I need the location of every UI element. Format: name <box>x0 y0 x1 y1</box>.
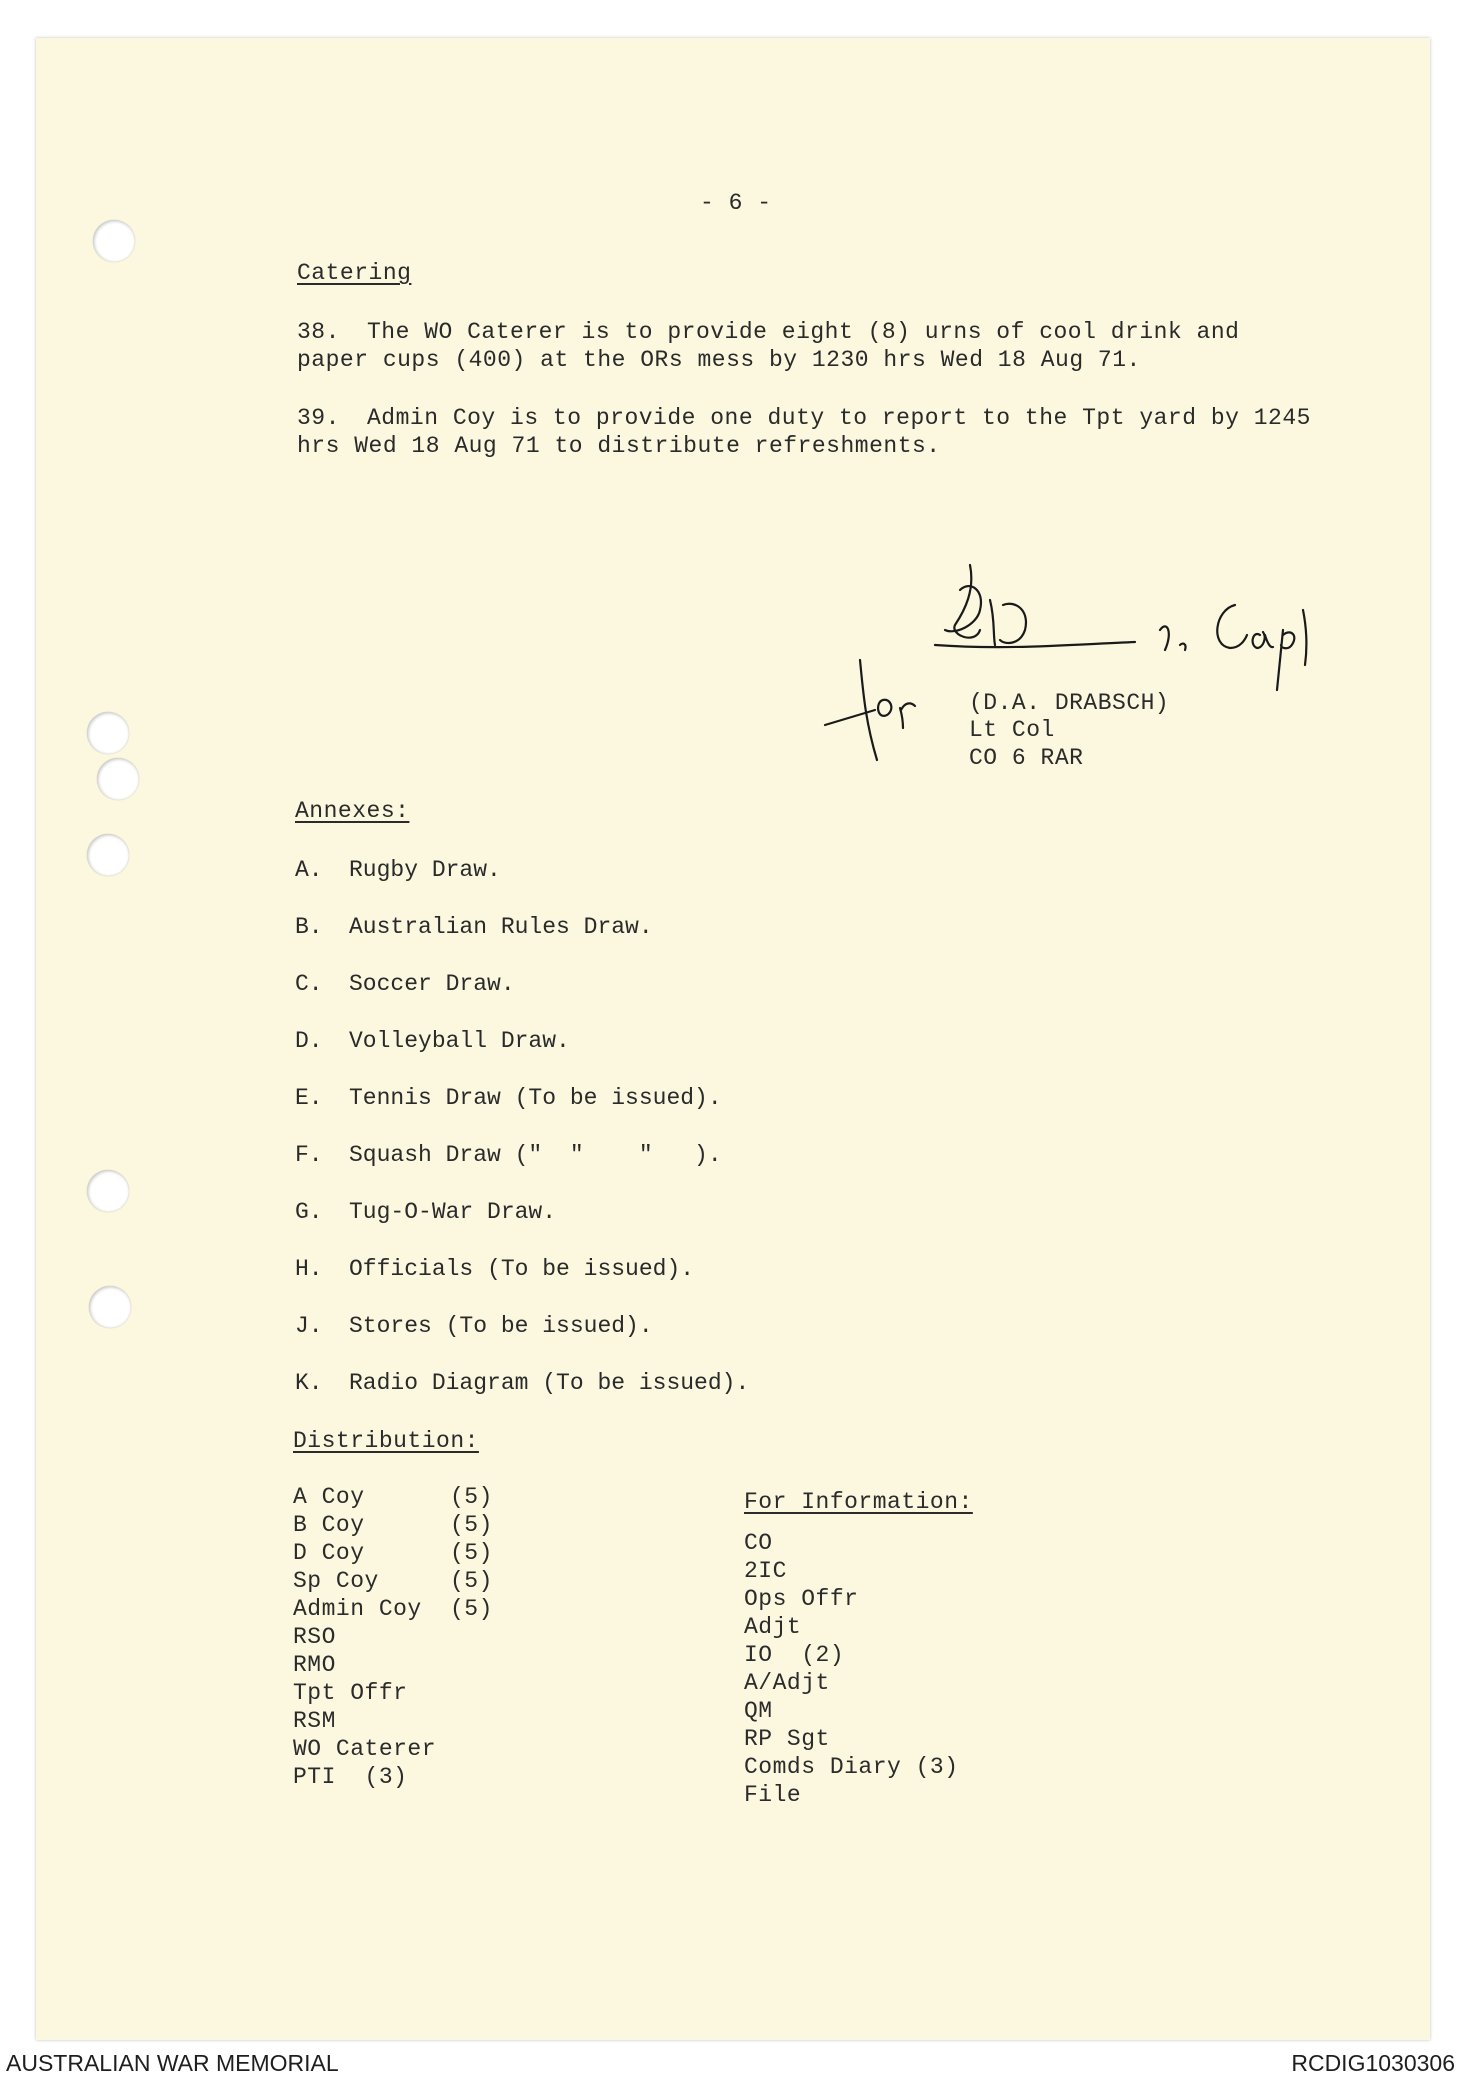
distribution-name: PTI (3) <box>293 1764 408 1790</box>
signatory-rank: Lt Col <box>969 717 1055 743</box>
paragraph-38 <box>297 318 1317 374</box>
section-heading-catering: Catering <box>297 260 412 286</box>
annex-text: Stores (To be issued). <box>349 1313 653 1339</box>
punch-hole <box>87 1170 129 1212</box>
annex-text: Officials (To be issued). <box>349 1256 695 1282</box>
paragraph-number: 38. <box>297 319 340 345</box>
distribution-name: RSM <box>293 1708 336 1734</box>
distribution-name: D Coy <box>293 1540 365 1566</box>
annex-text: Rugby Draw. <box>349 857 501 883</box>
annex-letter: F. <box>295 1142 323 1168</box>
annex-letter: E. <box>295 1085 323 1111</box>
info-item: Ops Offr <box>744 1586 859 1612</box>
section-heading-annexes: Annexes: <box>295 798 410 824</box>
paragraph-number: 39. <box>297 405 340 431</box>
page-number: - 6 - <box>700 190 772 216</box>
distribution-name: Tpt Offr <box>293 1680 408 1706</box>
annex-letter: J. <box>295 1313 323 1339</box>
distribution-name: Sp Coy <box>293 1568 379 1594</box>
distribution-name: B Coy <box>293 1512 365 1538</box>
annex-text: Tug-O-War Draw. <box>349 1199 557 1225</box>
info-item: IO (2) <box>744 1642 845 1668</box>
signatory-appointment: CO 6 RAR <box>969 745 1084 771</box>
distribution-name: RMO <box>293 1652 336 1678</box>
distribution-name: A Coy <box>293 1484 365 1510</box>
annex-text: Squash Draw (" " " ). <box>349 1142 722 1168</box>
annex-letter: B. <box>295 914 323 940</box>
punch-hole <box>93 220 135 262</box>
annex-text: Tennis Draw (To be issued). <box>349 1085 722 1111</box>
punch-hole <box>97 758 139 800</box>
section-heading-for-information: For Information: <box>744 1489 973 1515</box>
annex-letter: D. <box>295 1028 323 1054</box>
annex-letter: G. <box>295 1199 323 1225</box>
annex-letter: A. <box>295 857 323 883</box>
paragraph-text: Admin Coy is to provide one duty to report to the Tpt yard by 1245 hrs Wed 18 Aug 71 to distribute refreshments. <box>297 405 1311 459</box>
punch-hole <box>87 834 129 876</box>
footer-document-id: RCDIG1030306 <box>1291 2050 1455 2076</box>
annex-text: Australian Rules Draw. <box>349 914 653 940</box>
info-item: CO <box>744 1530 773 1556</box>
footer-archive-name: AUSTRALIAN WAR MEMORIAL <box>6 2050 339 2076</box>
paragraph-39 <box>297 404 1317 460</box>
info-item: Adjt <box>744 1614 802 1640</box>
paragraph-text: The WO Caterer is to provide eight (8) urns of cool drink and paper cups (400) at the ORs mess by 1230 hrs Wed 18 Aug 71. <box>297 319 1240 373</box>
annex-letter: C. <box>295 971 323 997</box>
info-item: File <box>744 1782 802 1808</box>
punch-hole <box>87 712 129 754</box>
distribution-name: WO Caterer <box>293 1736 437 1762</box>
annex-text: Soccer Draw. <box>349 971 515 997</box>
distribution-count: (5) <box>450 1512 493 1538</box>
info-item: RP Sgt <box>744 1726 830 1752</box>
annex-text: Radio Diagram (To be issued). <box>349 1370 750 1396</box>
punch-hole <box>89 1286 131 1328</box>
distribution-name: Admin Coy <box>293 1596 422 1622</box>
info-item: QM <box>744 1698 773 1724</box>
info-item: 2IC <box>744 1558 787 1584</box>
info-item: Comds Diary (3) <box>744 1754 959 1780</box>
info-item: A/Adjt <box>744 1670 830 1696</box>
distribution-name: RSO <box>293 1624 336 1650</box>
section-heading-distribution: Distribution: <box>293 1428 479 1454</box>
distribution-count: (5) <box>450 1596 493 1622</box>
signatory-name: (D.A. DRABSCH) <box>969 690 1170 716</box>
annex-letter: H. <box>295 1256 323 1282</box>
distribution-count: (5) <box>450 1484 493 1510</box>
annex-text: Volleyball Draw. <box>349 1028 570 1054</box>
distribution-count: (5) <box>450 1540 493 1566</box>
distribution-count: (5) <box>450 1568 493 1594</box>
annex-letter: K. <box>295 1370 323 1396</box>
